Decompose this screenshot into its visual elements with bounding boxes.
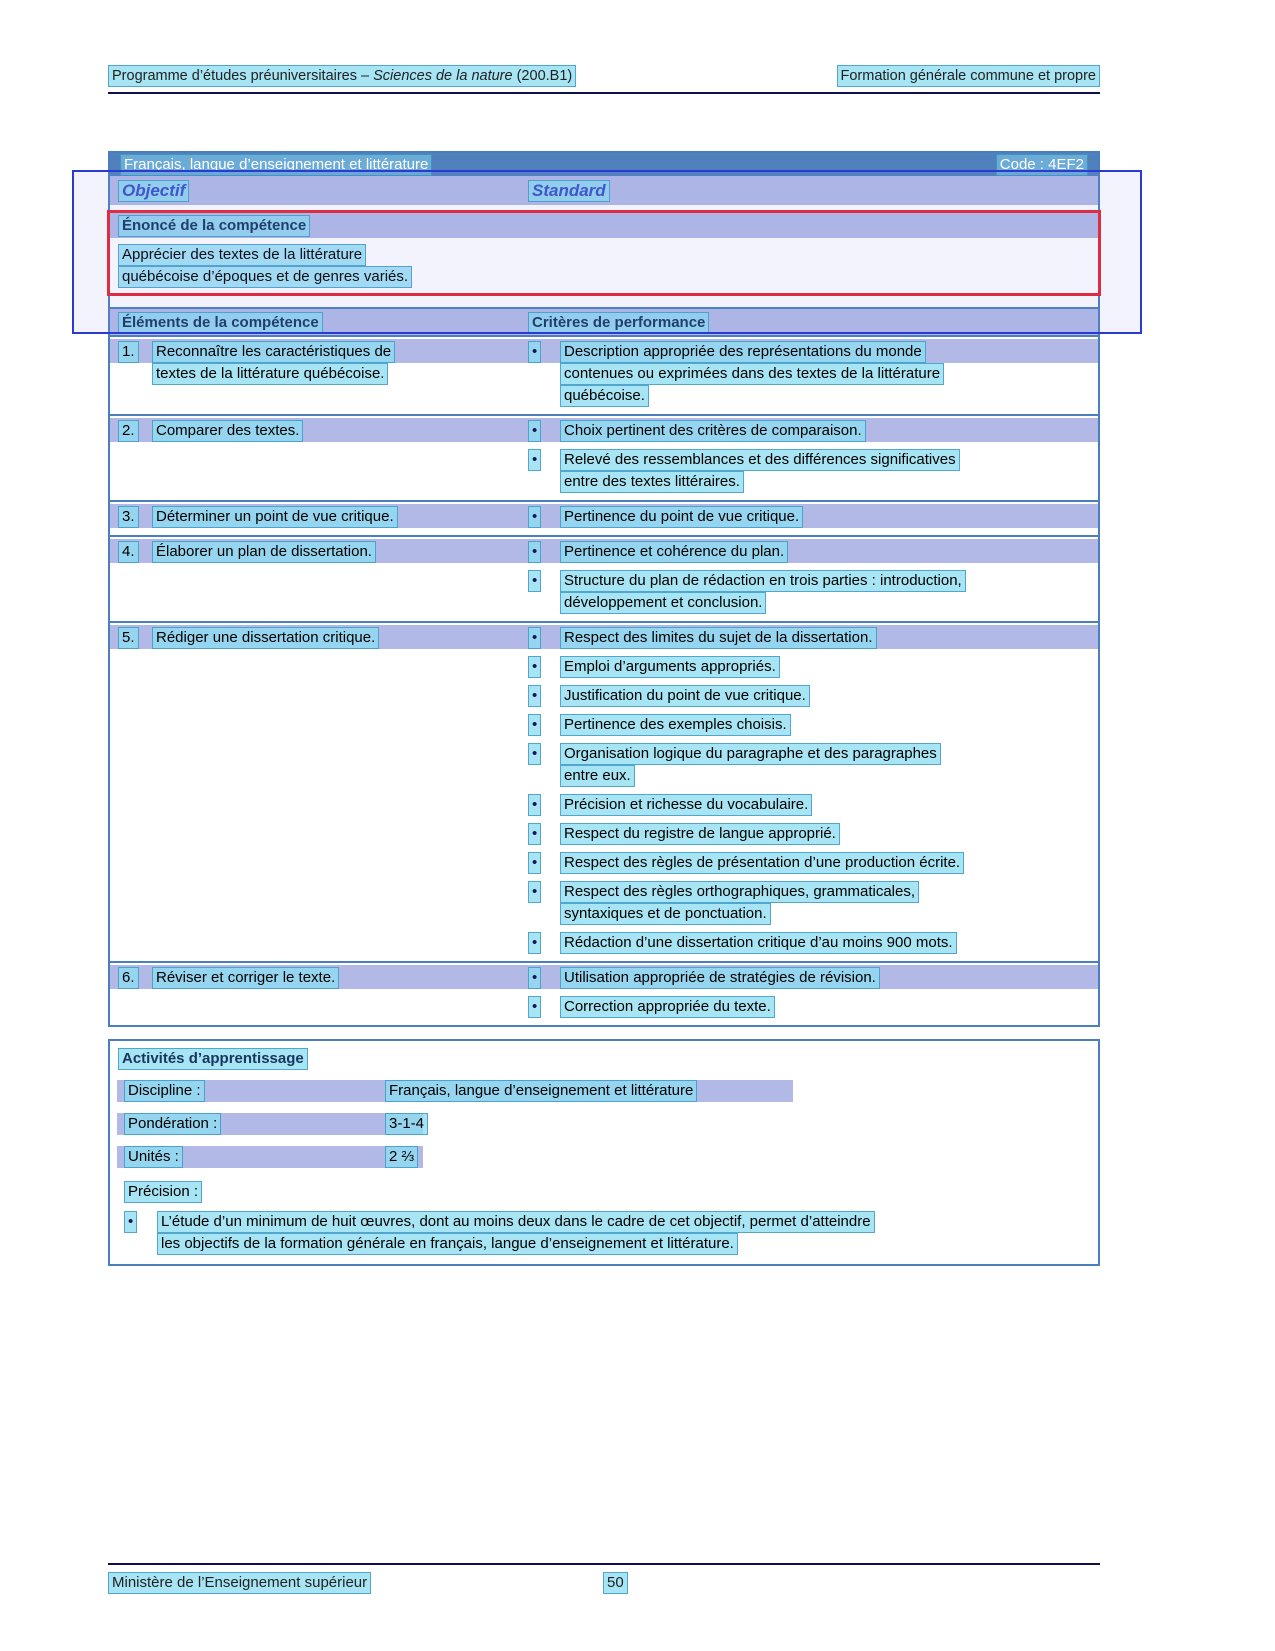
criterion <box>520 340 1098 406</box>
criterion-line: développement et conclusion. <box>560 592 766 614</box>
table-title: Français, langue d’enseignement et littérature <box>120 154 432 176</box>
field-label: Unités : <box>124 1146 183 1168</box>
enonce-line: Apprécier des textes de la littérature <box>118 244 366 266</box>
competency-row <box>110 414 1098 500</box>
criterion-line: Rédaction d’une dissertation critique d’au moins 900 mots. <box>560 932 957 954</box>
criterion-line: entre des textes littéraires. <box>560 471 744 493</box>
enonce-box <box>110 213 1098 293</box>
bullet-icon: • <box>528 685 541 707</box>
bullet-icon: • <box>528 881 541 903</box>
objectif-label: Objectif <box>118 180 189 202</box>
criterion-line: Structure du plan de rédaction en trois parties : introduction, <box>560 570 966 592</box>
competency-row <box>110 500 1098 535</box>
element-line: Réviser et corriger le texte. <box>152 967 339 989</box>
table-title-bar <box>110 153 1098 176</box>
activities-heading: Activités d’apprentissage <box>118 1048 308 1070</box>
table-body <box>110 337 1098 1025</box>
page-number: 50 <box>603 1572 628 1594</box>
activities-box <box>108 1039 1100 1266</box>
criterion <box>520 966 1098 988</box>
bullet-icon: • <box>528 449 541 471</box>
criterion-line: syntaxiques et de ponctuation. <box>560 903 771 925</box>
competency-row <box>110 535 1098 621</box>
element-line: textes de la littérature québécoise. <box>152 363 388 385</box>
row-number: 5. <box>118 627 139 649</box>
row-number: 4. <box>118 541 139 563</box>
field-label: Pondération : <box>124 1113 221 1135</box>
bullet-icon: • <box>528 794 541 816</box>
bullet-icon: • <box>528 341 541 363</box>
criterion <box>520 419 1098 441</box>
criterion-line: Emploi d’arguments appropriés. <box>560 656 780 678</box>
bullet-icon: • <box>528 852 541 874</box>
criterion <box>520 569 1098 613</box>
precision-line: L’étude d’un minimum de huit œuvres, dont au moins deux dans le cadre de cet objectif, permet d’atteindre <box>157 1211 875 1233</box>
criterion <box>520 505 1098 527</box>
competency-row <box>110 621 1098 961</box>
criterion-line: Pertinence du point de vue critique. <box>560 506 803 528</box>
competency-table <box>108 151 1100 1027</box>
enonce-line: québécoise d’époques et de genres variés. <box>118 266 412 288</box>
bullet-icon: • <box>528 506 541 528</box>
bullet-icon: • <box>528 627 541 649</box>
criterion-line: québécoise. <box>560 385 649 407</box>
criteres-column-header: Critères de performance <box>528 312 709 334</box>
criterion <box>520 793 1098 815</box>
criterion-line: Respect du registre de langue approprié. <box>560 823 840 845</box>
criterion-line: Respect des règles orthographiques, grammaticales, <box>560 881 919 903</box>
header-left-italic: Sciences de la nature <box>373 68 513 84</box>
criterion <box>520 713 1098 735</box>
page-content <box>108 64 1100 1266</box>
criterion <box>520 448 1098 492</box>
objectif-cell <box>110 179 520 202</box>
criterion-line: Correction appropriée du texte. <box>560 996 775 1018</box>
field-label: Discipline : <box>124 1080 205 1102</box>
criterion <box>520 995 1098 1017</box>
field-value: 3-1-4 <box>385 1113 428 1135</box>
row-number: 6. <box>118 967 139 989</box>
row-number: 2. <box>118 420 139 442</box>
element-line: Reconnaître les caractéristiques de <box>152 341 395 363</box>
enonce-body <box>110 238 1098 293</box>
header-left-prefix: Programme d’études préuniversitaires – <box>112 68 374 84</box>
running-footer <box>108 1558 1100 1595</box>
bullet-icon: • <box>124 1211 137 1233</box>
header-left <box>108 65 576 87</box>
criterion <box>520 880 1098 924</box>
bullet-icon: • <box>528 420 541 442</box>
bullet-icon: • <box>528 656 541 678</box>
precision-line: les objectifs de la formation générale en français, langue d’enseignement et littérature. <box>157 1233 738 1255</box>
footer-rule <box>108 1563 1100 1565</box>
competency-row <box>110 961 1098 1025</box>
criterion-line: entre eux. <box>560 765 635 787</box>
bullet-icon: • <box>528 541 541 563</box>
columns-header-row <box>110 307 1098 337</box>
criterion-line: Utilisation appropriée de stratégies de révision. <box>560 967 880 989</box>
activity-field <box>110 1146 1098 1168</box>
elements-column-header: Éléments de la compétence <box>118 312 323 334</box>
criterion-line: Relevé des ressemblances et des différences significatives <box>560 449 960 471</box>
standard-cell <box>520 179 1098 202</box>
bullet-icon: • <box>528 932 541 954</box>
criterion <box>520 931 1098 953</box>
element-line: Rédiger une dissertation critique. <box>152 627 379 649</box>
criterion-line: Organisation logique du paragraphe et des paragraphes <box>560 743 941 765</box>
criterion-line: Description appropriée des représentations du monde <box>560 341 926 363</box>
field-value: 2 ⅔ <box>385 1146 418 1168</box>
criterion <box>520 655 1098 677</box>
objectif-standard-row <box>110 176 1098 205</box>
header-right: Formation générale commune et propre <box>837 65 1101 87</box>
element-line: Déterminer un point de vue critique. <box>152 506 398 528</box>
criterion-line: Respect des règles de présentation d’une production écrite. <box>560 852 964 874</box>
criterion-line: Choix pertinent des critères de comparaison. <box>560 420 866 442</box>
row-number: 1. <box>118 341 139 363</box>
bullet-icon: • <box>528 823 541 845</box>
criterion <box>520 626 1098 648</box>
criterion-line: Respect des limites du sujet de la dissertation. <box>560 627 877 649</box>
table-code: Code : 4EF2 <box>996 154 1088 176</box>
criterion-line: Justification du point de vue critique. <box>560 685 810 707</box>
activity-field <box>110 1080 1098 1102</box>
criterion-line: contenues ou exprimées dans des textes de la littérature <box>560 363 944 385</box>
precision-paragraph <box>110 1210 1098 1254</box>
bullet-icon: • <box>528 743 541 765</box>
footer-text: Ministère de l’Enseignement supérieur <box>108 1572 371 1594</box>
field-value: Français, langue d’enseignement et littérature <box>385 1080 697 1102</box>
criterion <box>520 851 1098 873</box>
criterion-line: Précision et richesse du vocabulaire. <box>560 794 812 816</box>
running-header <box>108 64 1100 87</box>
criterion <box>520 822 1098 844</box>
activity-field <box>110 1113 1098 1135</box>
criterion <box>520 540 1098 562</box>
header-rule <box>108 92 1100 94</box>
bullet-icon: • <box>528 996 541 1018</box>
criterion-line: Pertinence des exemples choisis. <box>560 714 791 736</box>
criterion-line: Pertinence et cohérence du plan. <box>560 541 788 563</box>
criterion <box>520 684 1098 706</box>
standard-label: Standard <box>528 180 610 202</box>
competency-row <box>110 337 1098 414</box>
element-line: Comparer des textes. <box>152 420 303 442</box>
criterion <box>520 742 1098 786</box>
bullet-icon: • <box>528 967 541 989</box>
precision-label: Précision : <box>124 1181 202 1203</box>
header-left-suffix: (200.B1) <box>512 68 573 84</box>
bullet-icon: • <box>528 714 541 736</box>
bullet-icon: • <box>528 570 541 592</box>
row-number: 3. <box>118 506 139 528</box>
element-line: Élaborer un plan de dissertation. <box>152 541 376 563</box>
enonce-heading-row <box>110 213 1098 238</box>
enonce-heading: Énoncé de la compétence <box>118 215 310 237</box>
